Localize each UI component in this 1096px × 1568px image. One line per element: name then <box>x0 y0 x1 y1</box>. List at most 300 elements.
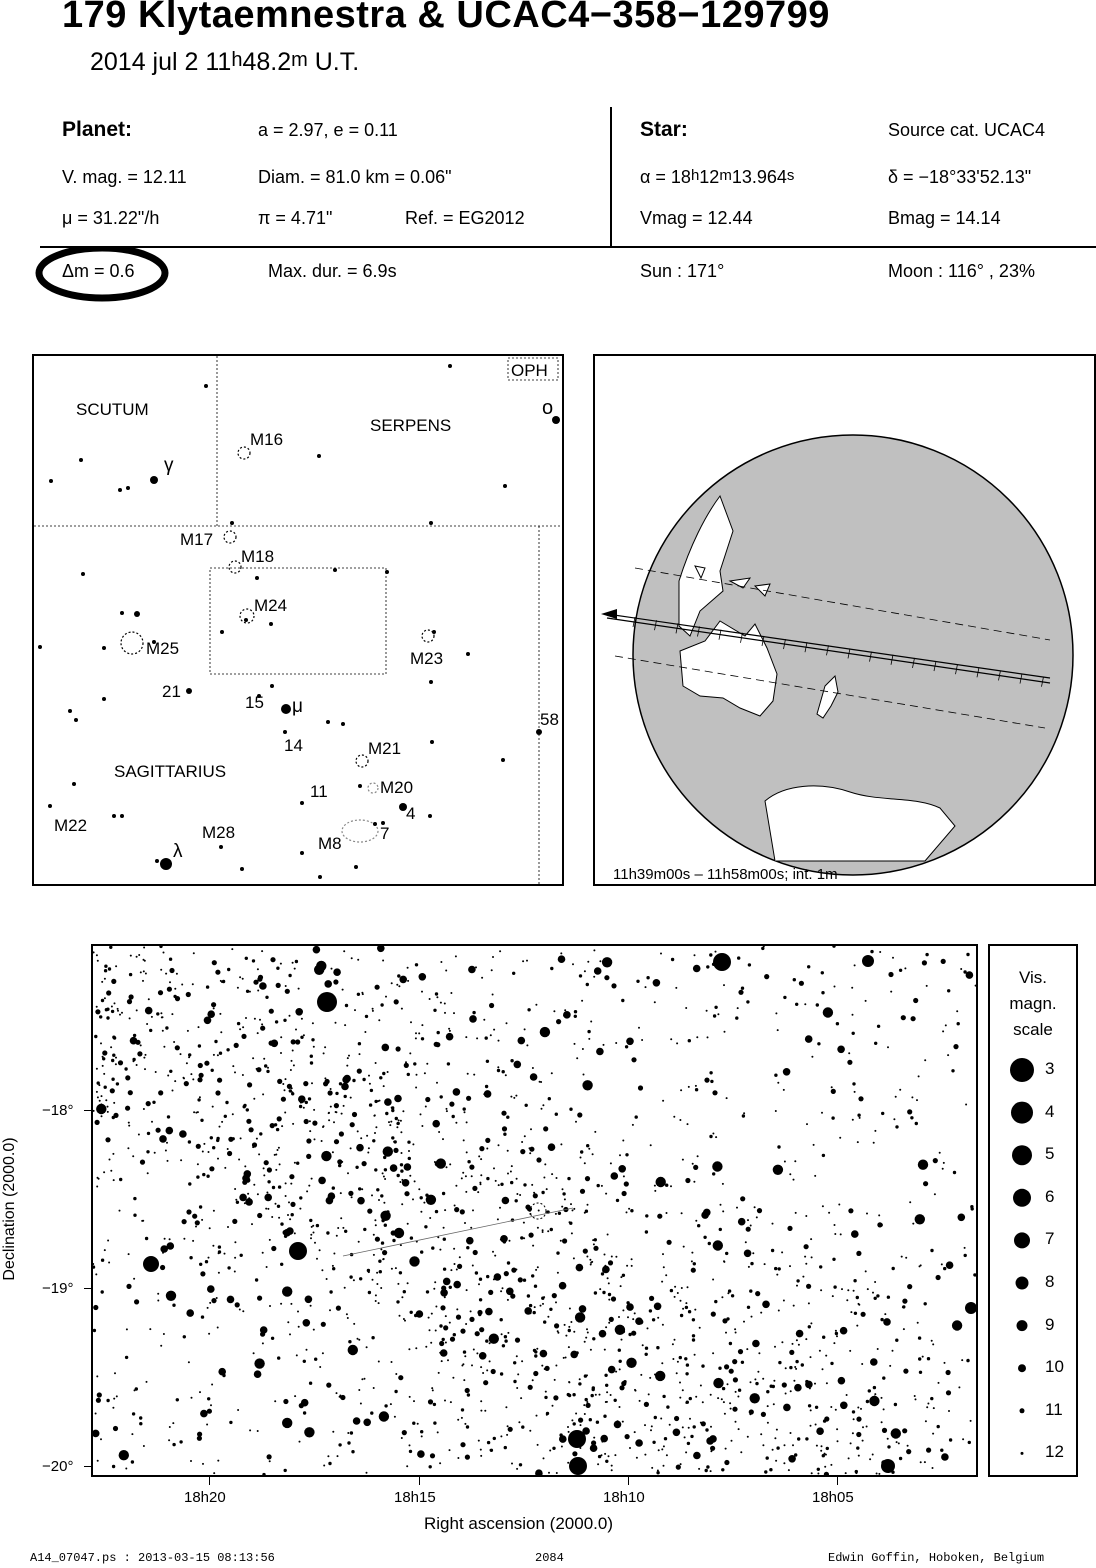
field-star <box>741 987 744 990</box>
legend-dot-mag-6 <box>1013 1189 1031 1207</box>
field-star <box>529 1430 531 1432</box>
field-star <box>658 1449 660 1451</box>
field-star <box>665 1184 668 1187</box>
field-star <box>706 965 709 968</box>
field-star <box>160 969 162 971</box>
field-star <box>537 1444 539 1446</box>
field-star <box>672 1358 674 1360</box>
field-star <box>735 1391 737 1393</box>
field-star <box>916 1099 918 1101</box>
x-tick-1820: 18h20 <box>184 1489 226 1506</box>
field-star <box>380 1287 382 1289</box>
field-star <box>290 1069 292 1071</box>
field-star <box>221 981 223 983</box>
field-star <box>597 1463 599 1465</box>
field-star <box>401 1203 403 1205</box>
field-star <box>375 1294 377 1296</box>
field-star <box>336 1306 341 1311</box>
field-star <box>169 1426 171 1428</box>
field-star <box>326 1231 329 1234</box>
field-star <box>188 1056 190 1058</box>
field-star <box>96 1398 101 1403</box>
field-star <box>169 958 172 961</box>
field-star <box>832 946 835 948</box>
field-star <box>789 1366 792 1369</box>
field-star <box>907 1445 909 1447</box>
field-star <box>444 1288 446 1290</box>
field-star <box>487 1441 490 1444</box>
field-star <box>136 1009 138 1011</box>
field-star <box>139 1416 142 1419</box>
field-star <box>199 1073 204 1078</box>
field-star <box>249 1429 251 1431</box>
field-star <box>186 1209 191 1214</box>
field-star <box>535 1269 537 1271</box>
field-star <box>486 1060 489 1063</box>
field-star <box>594 1131 596 1133</box>
field-star <box>157 1300 159 1302</box>
field-star <box>475 1271 478 1274</box>
field-star <box>564 1009 566 1011</box>
field-star <box>409 1396 411 1398</box>
field-star <box>435 1161 440 1166</box>
field-star <box>430 1453 435 1458</box>
label-m28: M28 <box>202 823 236 842</box>
field-star <box>823 1419 826 1422</box>
field-star <box>335 1092 338 1095</box>
field-star <box>674 1296 676 1298</box>
field-star <box>425 1097 430 1102</box>
field-star <box>333 1253 335 1255</box>
field-star <box>146 1023 148 1025</box>
field-star <box>438 1131 440 1133</box>
field-star <box>856 1296 859 1299</box>
field-star <box>946 1261 954 1269</box>
field-star <box>311 1082 313 1084</box>
field-star <box>295 960 298 963</box>
field-star <box>650 1429 652 1431</box>
field-star <box>145 1007 153 1015</box>
field-star <box>703 1236 706 1239</box>
field-star <box>443 1227 445 1229</box>
field-star <box>407 1282 409 1284</box>
field-star <box>221 1371 224 1374</box>
field-star <box>113 1179 115 1181</box>
field-star <box>866 1400 869 1403</box>
field-star <box>587 1204 589 1206</box>
field-star <box>631 1057 636 1062</box>
field-star <box>746 1227 751 1232</box>
field-star <box>738 990 743 995</box>
bright-star <box>881 1459 895 1473</box>
field-star <box>196 1144 201 1149</box>
field-star <box>186 992 191 997</box>
field-star <box>653 979 661 987</box>
field-star <box>787 1226 792 1231</box>
field-star <box>398 1375 403 1380</box>
field-star <box>199 1096 201 1098</box>
field-star <box>429 1329 431 1331</box>
field-star <box>604 1254 606 1256</box>
field-star <box>584 1341 586 1343</box>
field-star <box>777 1145 780 1148</box>
field-star <box>207 1285 215 1293</box>
label-mu: μ <box>292 696 303 717</box>
field-star <box>246 990 249 993</box>
finder-star <box>300 801 304 805</box>
field-star <box>259 982 267 990</box>
field-star <box>463 1379 465 1381</box>
field-star <box>575 1413 577 1415</box>
field-star <box>410 1236 413 1239</box>
field-star <box>694 1309 696 1311</box>
field-star <box>895 1339 898 1342</box>
field-star <box>292 1050 294 1052</box>
field-star <box>606 1391 608 1393</box>
field-star <box>647 1327 649 1329</box>
field-star <box>303 1411 306 1414</box>
field-star <box>454 1205 456 1207</box>
field-star <box>706 1010 708 1012</box>
field-star <box>882 1376 885 1379</box>
field-star <box>494 1255 496 1257</box>
field-star <box>395 1373 397 1375</box>
field-star <box>361 992 363 994</box>
field-star <box>567 1177 570 1180</box>
field-star <box>242 1026 244 1028</box>
field-star <box>260 1332 265 1337</box>
field-star <box>480 1410 482 1412</box>
field-star <box>369 1103 372 1106</box>
field-star <box>409 1450 412 1453</box>
field-star <box>685 1451 687 1453</box>
field-star <box>687 1286 689 1288</box>
field-star <box>795 1003 798 1006</box>
field-star <box>342 989 344 991</box>
field-star <box>157 1293 159 1295</box>
field-star <box>435 1210 438 1213</box>
field-star <box>454 1263 456 1265</box>
field-star <box>444 1400 446 1402</box>
field-star <box>447 1062 450 1065</box>
field-star <box>412 1422 415 1425</box>
field-star <box>421 1037 424 1040</box>
field-star <box>946 1390 951 1395</box>
field-star <box>397 974 400 977</box>
field-star <box>436 996 438 998</box>
field-star <box>368 1271 370 1273</box>
field-star <box>667 1240 672 1245</box>
field-star <box>938 1382 940 1384</box>
field-star <box>213 1210 215 1212</box>
field-star <box>685 1178 690 1183</box>
field-star <box>773 1403 775 1405</box>
field-star <box>182 1219 187 1224</box>
field-star <box>807 965 810 968</box>
field-star <box>732 1359 737 1364</box>
field-star <box>926 1448 931 1453</box>
field-star <box>558 1212 561 1215</box>
field-star <box>834 986 836 988</box>
field-star <box>873 1142 875 1144</box>
field-star <box>804 1003 806 1005</box>
field-star <box>271 1337 274 1340</box>
field-star <box>784 1444 786 1446</box>
field-star <box>245 957 248 960</box>
field-star <box>554 1379 556 1381</box>
field-star <box>351 1196 353 1198</box>
field-star <box>580 1189 585 1194</box>
field-star <box>375 1126 377 1128</box>
field-star <box>533 1193 538 1198</box>
field-star <box>568 1381 570 1383</box>
field-star <box>158 990 163 995</box>
field-star <box>856 1432 861 1437</box>
field-star <box>433 1288 435 1290</box>
field-star <box>572 963 574 965</box>
field-star <box>337 1227 339 1229</box>
field-star <box>738 1428 740 1430</box>
field-star <box>641 1039 643 1041</box>
field-star <box>106 1016 109 1019</box>
field-star <box>650 1144 652 1146</box>
field-star <box>333 979 338 984</box>
field-star <box>263 1167 265 1169</box>
field-star <box>948 1410 950 1412</box>
field-star <box>410 1311 413 1314</box>
field-star <box>559 1282 567 1290</box>
field-star <box>531 1184 533 1186</box>
field-star <box>887 1296 890 1299</box>
field-star <box>365 1015 368 1018</box>
field-star <box>163 952 165 954</box>
field-star <box>335 1111 337 1113</box>
field-star <box>429 998 431 1000</box>
field-star <box>489 1003 494 1008</box>
field-star <box>552 1293 557 1298</box>
legend-label-mag-8: 8 <box>1045 1272 1055 1291</box>
field-star <box>257 1193 259 1195</box>
field-star <box>750 1225 752 1227</box>
field-star <box>385 1112 388 1115</box>
field-star <box>626 1038 634 1046</box>
field-star <box>421 1125 423 1127</box>
field-star <box>965 1104 967 1106</box>
field-star <box>543 1320 546 1323</box>
field-star <box>431 1387 433 1389</box>
field-star <box>488 1290 493 1295</box>
field-star <box>555 1365 557 1367</box>
field-star <box>588 1148 590 1150</box>
y-tick-19: −19° <box>42 1280 74 1297</box>
field-star <box>391 1136 394 1139</box>
field-star <box>179 1440 182 1443</box>
field-star <box>232 1065 234 1067</box>
field-star <box>490 1449 493 1452</box>
field-star <box>461 1408 464 1411</box>
field-star <box>644 1454 646 1456</box>
field-star <box>548 1472 550 1474</box>
field-star <box>805 1380 808 1383</box>
field-star <box>623 1380 626 1383</box>
field-star <box>917 1322 919 1324</box>
field-star <box>104 1086 107 1089</box>
field-star <box>444 1209 446 1211</box>
field-star <box>442 1192 445 1195</box>
finder-star <box>333 568 337 572</box>
field-star <box>186 1062 188 1064</box>
field-star <box>497 1066 499 1068</box>
field-star <box>782 1382 787 1387</box>
field-star <box>312 1121 317 1126</box>
field-star <box>133 1214 136 1217</box>
field-star <box>344 1095 347 1098</box>
field-star <box>198 1063 203 1068</box>
field-star <box>434 1281 436 1283</box>
field-star <box>207 1397 210 1400</box>
field-star <box>662 1253 664 1255</box>
field-star <box>730 1408 732 1410</box>
field-star <box>809 1387 811 1389</box>
field-star <box>169 981 171 983</box>
field-star <box>371 1194 373 1196</box>
planet-heading: Planet: <box>62 118 133 141</box>
field-star <box>933 1407 935 1409</box>
field-star <box>209 1166 214 1171</box>
field-star <box>568 1326 570 1328</box>
finder-star <box>358 784 362 788</box>
field-star <box>568 1346 570 1348</box>
field-star <box>692 1338 695 1341</box>
legend-dots <box>990 946 1076 1475</box>
field-star <box>224 1253 226 1255</box>
field-star <box>285 1195 287 1197</box>
field-star <box>321 1140 323 1142</box>
field-star <box>140 1044 142 1046</box>
field-star <box>184 1081 189 1086</box>
field-star <box>361 1378 363 1380</box>
field-star <box>736 1207 738 1209</box>
field-star <box>192 983 194 985</box>
field-star <box>324 980 332 988</box>
field-star <box>433 1421 436 1424</box>
field-star <box>587 1030 590 1033</box>
field-star <box>198 1044 201 1047</box>
finder-star <box>102 646 106 650</box>
field-star <box>404 1163 412 1171</box>
field-star <box>314 1242 316 1244</box>
field-star <box>722 1387 725 1390</box>
x-tick-mark-1810 <box>628 1477 629 1485</box>
field-star <box>552 1447 555 1450</box>
field-star <box>364 1378 366 1380</box>
field-star <box>709 953 712 956</box>
field-star <box>621 999 624 1002</box>
field-star <box>162 1030 164 1032</box>
field-star <box>682 1308 684 1310</box>
field-star <box>491 969 493 971</box>
field-star <box>319 1249 321 1251</box>
field-star <box>964 1247 966 1249</box>
field-star <box>432 1389 434 1391</box>
field-star <box>311 1178 313 1180</box>
field-star <box>159 1135 167 1143</box>
field-star <box>485 1085 488 1088</box>
field-star <box>794 1453 797 1456</box>
field-star <box>822 1205 824 1207</box>
field-star <box>333 968 341 976</box>
field-star <box>442 1338 445 1341</box>
field-star <box>905 1257 907 1259</box>
field-star <box>372 1008 374 1010</box>
field-star <box>746 1348 748 1350</box>
field-star <box>899 1089 901 1091</box>
field-star <box>563 1357 565 1359</box>
field-star <box>133 1034 136 1037</box>
field-star <box>299 1441 301 1443</box>
field-star <box>536 1348 538 1350</box>
field-star <box>429 1217 431 1219</box>
field-star <box>625 1184 627 1186</box>
field-star <box>510 1294 515 1299</box>
field-star <box>218 1245 221 1248</box>
field-star <box>155 1071 157 1073</box>
field-star <box>160 1345 162 1347</box>
field-star <box>804 1244 809 1249</box>
field-star <box>197 1077 202 1082</box>
field-star <box>696 1036 698 1038</box>
field-star <box>631 1331 636 1336</box>
field-star <box>439 1249 441 1251</box>
field-star <box>166 1142 168 1144</box>
field-star <box>625 1045 628 1048</box>
field-star <box>192 1214 197 1219</box>
field-star <box>239 1194 247 1202</box>
field-star <box>338 1164 341 1167</box>
finder-star <box>255 576 259 580</box>
field-star <box>562 1238 567 1243</box>
field-star <box>810 1425 812 1427</box>
field-star <box>360 1137 362 1139</box>
field-star <box>636 1457 638 1459</box>
field-star <box>313 1046 315 1048</box>
field-star <box>324 1046 326 1048</box>
field-star <box>473 1250 478 1255</box>
field-star <box>645 1347 648 1350</box>
field-star <box>808 1302 810 1304</box>
field-star <box>580 1150 583 1153</box>
field-star <box>112 1465 115 1468</box>
field-star <box>96 954 98 956</box>
field-star <box>796 1279 799 1282</box>
field-star <box>115 1063 117 1065</box>
field-star <box>462 1363 464 1365</box>
field-star <box>654 1001 656 1003</box>
field-star <box>915 1214 925 1224</box>
field-star <box>541 1191 544 1194</box>
field-star <box>507 1299 509 1301</box>
field-star <box>97 1460 99 1462</box>
field-star <box>605 1193 607 1195</box>
field-star <box>401 1296 403 1298</box>
field-star <box>922 960 927 965</box>
field-star <box>838 1204 840 1206</box>
field-star <box>856 1251 861 1256</box>
field-star <box>373 1234 375 1236</box>
field-star <box>523 1279 526 1282</box>
field-star <box>775 1110 777 1112</box>
field-star <box>654 1416 657 1419</box>
